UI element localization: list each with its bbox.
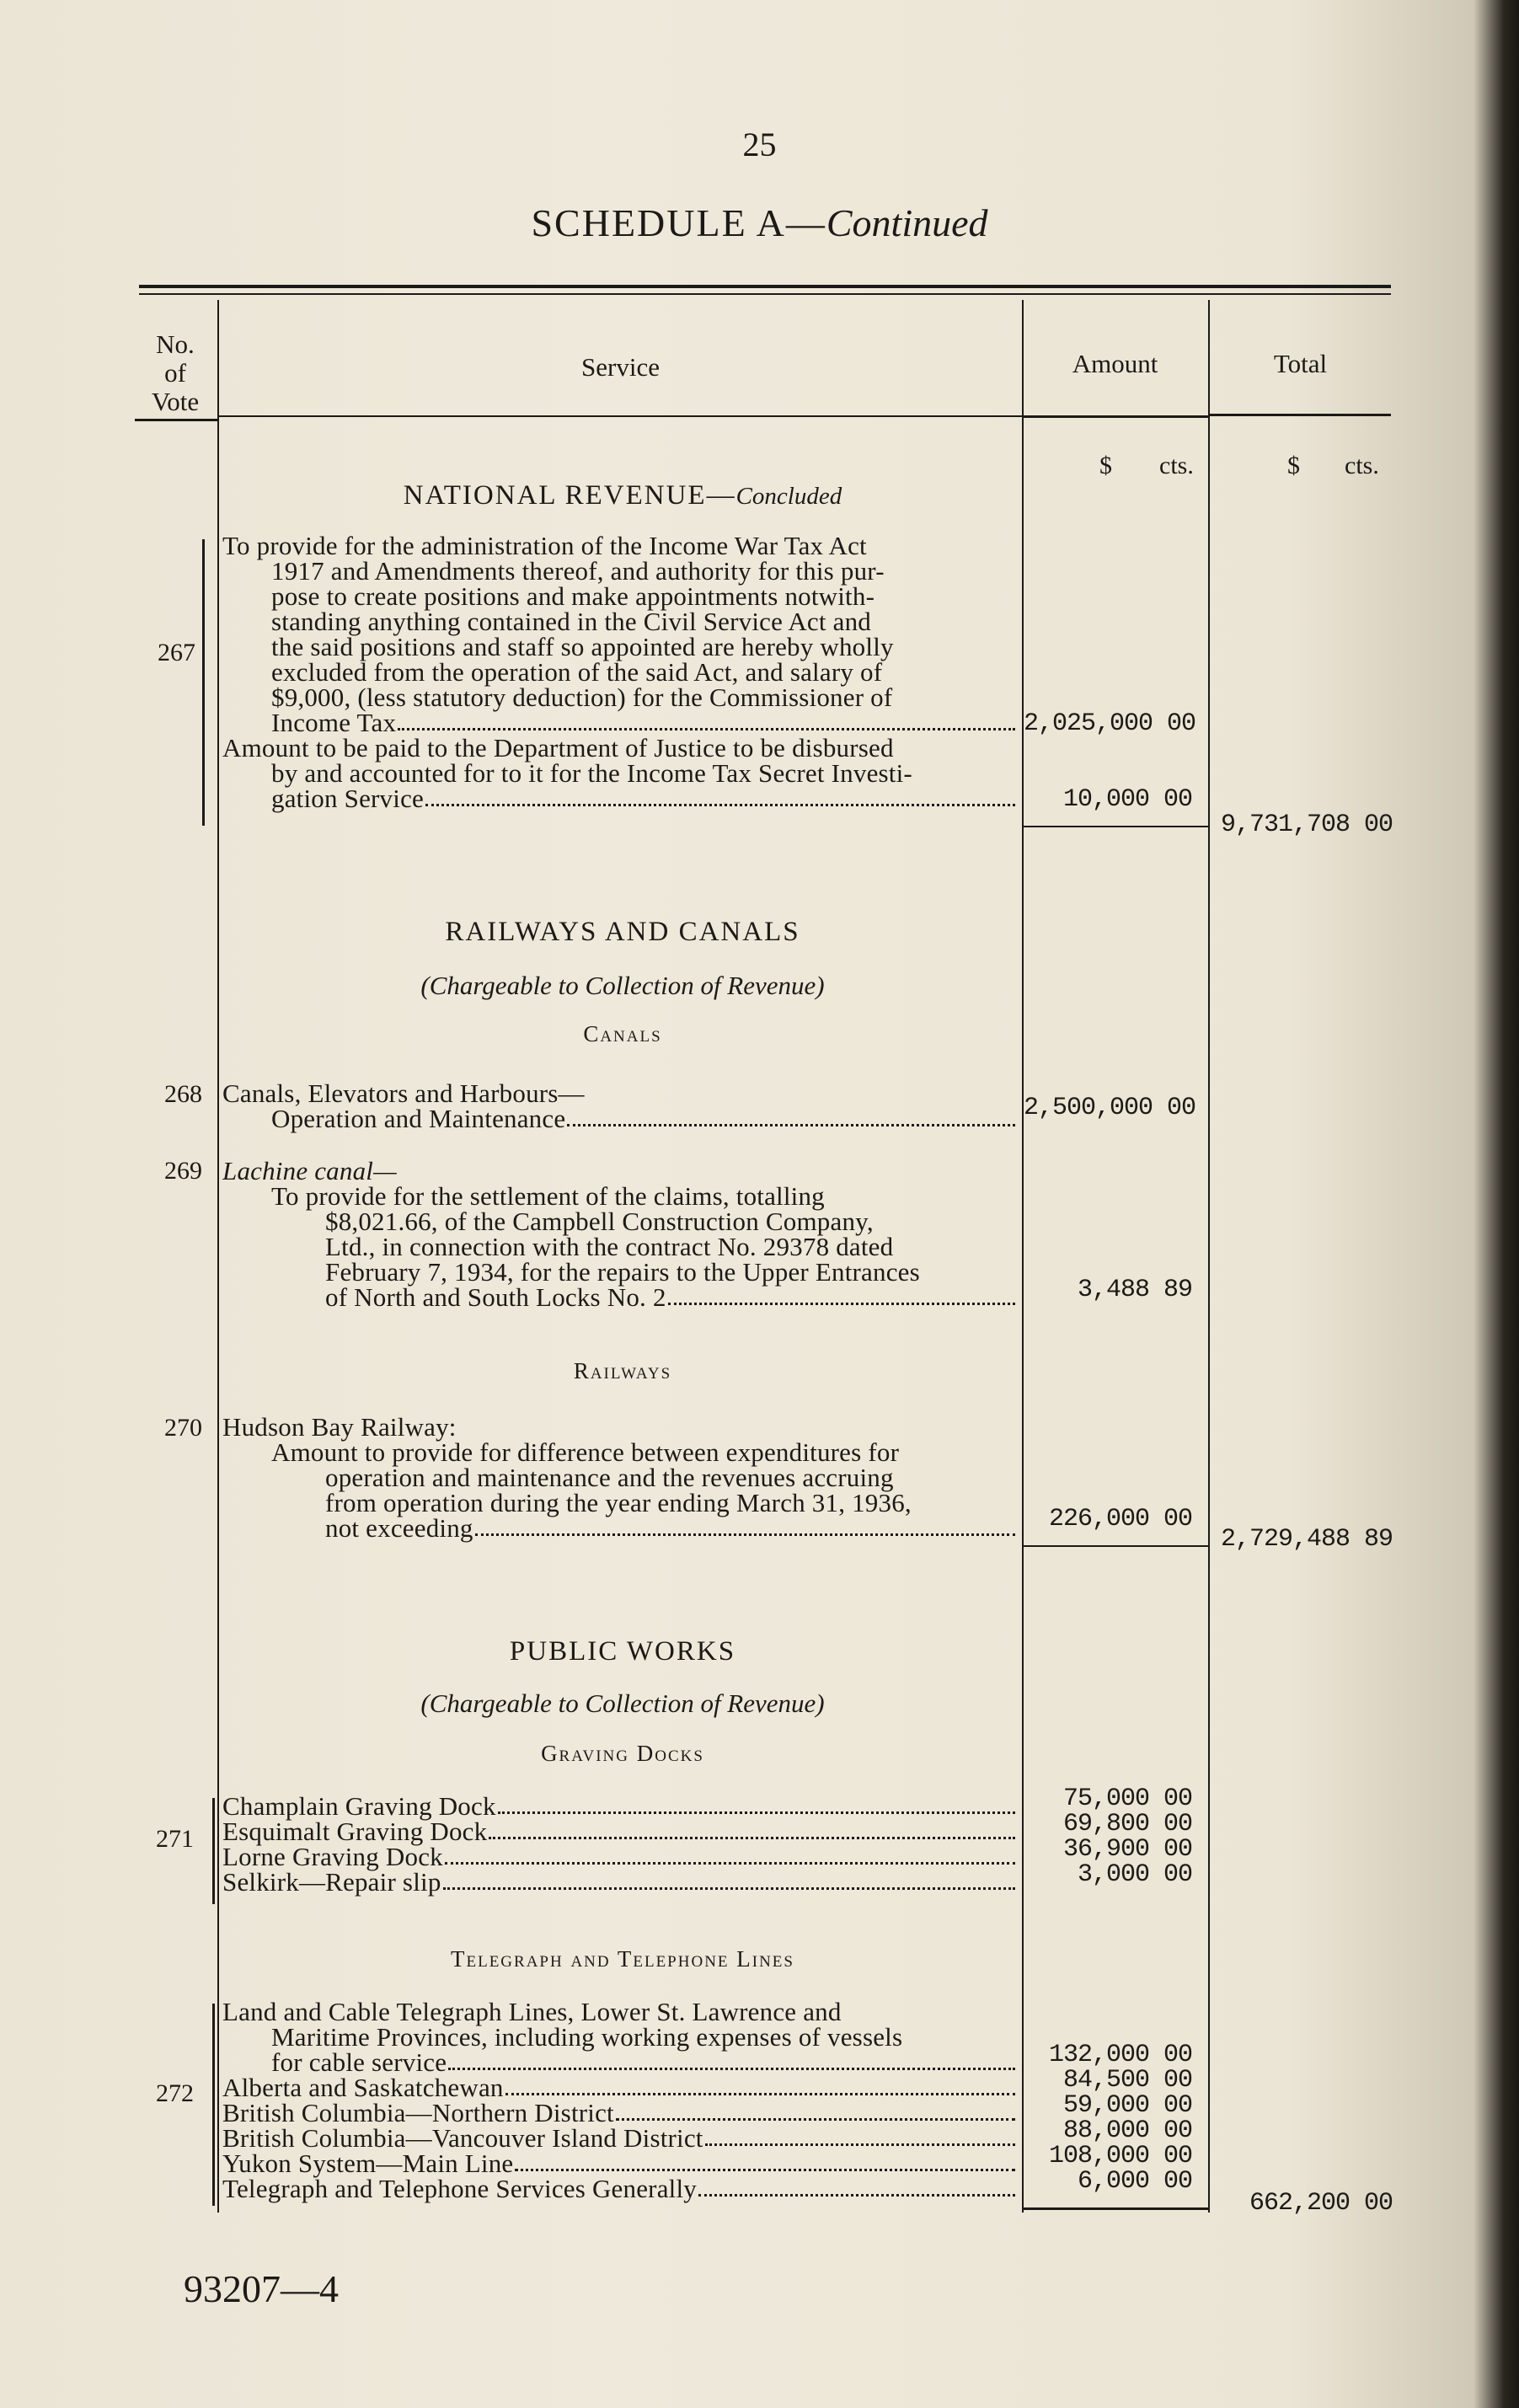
leader-dots — [498, 1791, 1015, 1814]
vote-number: 271 — [156, 1825, 194, 1853]
service-line: of North and South Locks No. 2 — [325, 1282, 1019, 1313]
service-line: Land and Cable Telegraph Lines, Lower St. Lawrence and — [222, 1997, 842, 2026]
service-line: operation and maintenance and the revenues accruing — [325, 1463, 894, 1492]
service-line: standing anything contained in the Civil Service Act and — [271, 607, 871, 636]
amount-value: 84,500 00 — [1062, 2066, 1192, 2095]
page-number: 25 — [742, 126, 777, 163]
service-line: 1917 and Amendments thereof, and authority for this pur- — [271, 556, 885, 586]
service-line: gation Service — [271, 784, 1019, 814]
service-line: Telegraph and Telephone Services Generally — [222, 2174, 1019, 2204]
section-heading-national-revenue: NATIONAL REVENUE—Concluded — [403, 480, 842, 511]
service-line: not exceeding — [325, 1513, 1019, 1544]
amount-value: 3,488 89 — [1077, 1276, 1192, 1304]
amount-value: 108,000 00 — [1048, 2142, 1192, 2170]
total-cents-unit: cts. — [1345, 452, 1379, 479]
total-value: 2,729,488 89 — [1220, 1525, 1393, 1554]
leader-dots — [489, 1817, 1015, 1839]
group-heading-railways: Railways — [573, 1358, 672, 1383]
top-rule — [139, 285, 1391, 288]
subtotal-rule — [1024, 2207, 1208, 2210]
service-line: Champlain Graving Dock — [222, 1791, 1019, 1822]
column-divider — [1208, 300, 1210, 2213]
vote-number: 268 — [164, 1080, 202, 1108]
amount-value: 88,000 00 — [1062, 2116, 1192, 2145]
leader-dots — [616, 2098, 1015, 2121]
col-header-service: Service — [581, 352, 660, 382]
service-line: Esquimalt Graving Dock — [222, 1817, 1019, 1847]
total-value: 9,731,708 00 — [1220, 811, 1393, 839]
amount-value: 3,000 00 — [1077, 1860, 1192, 1889]
amount-value: 2,500,000 00 — [1024, 1094, 1196, 1122]
leader-dots — [398, 708, 1015, 730]
service-line: for cable service — [271, 2047, 1019, 2078]
group-heading-canals: Canals — [583, 1021, 662, 1046]
amount-value: 75,000 00 — [1062, 1785, 1192, 1813]
service-line: Maritime Provinces, including working expenses of vessels — [271, 2022, 903, 2052]
header-rule — [219, 415, 1022, 417]
amount-value: 36,900 00 — [1062, 1835, 1192, 1864]
col-header-total: Total — [1273, 349, 1328, 378]
service-line: Amount to be paid to the Department of Justice to be disbursed — [222, 733, 894, 763]
vote-number: 270 — [164, 1414, 202, 1442]
vote-bracket — [212, 1798, 215, 1904]
amount-value: 132,000 00 — [1048, 2041, 1192, 2069]
footer-code: 93207—4 — [184, 2267, 339, 2310]
column-divider — [217, 300, 219, 2213]
leader-dots — [705, 2123, 1015, 2146]
section-heading-public-works: PUBLIC WORKS — [509, 1636, 736, 1667]
service-line: February 7, 1934, for the repairs to the Upper Entrances — [325, 1257, 920, 1287]
service-line: the said positions and staff so appointed are hereby wholly — [271, 632, 894, 661]
service-line: British Columbia—Vancouver Island District — [222, 2123, 1019, 2154]
service-line: Selkirk—Repair slip — [222, 1867, 1019, 1897]
leader-dots — [475, 1513, 1015, 1536]
leader-dots — [425, 784, 1015, 806]
service-line: To provide for the administration of the Income War Tax Act — [222, 531, 867, 560]
service-line: from operation during the year ending March 31, 1936, — [325, 1488, 912, 1517]
page-title: SCHEDULE A—Continued — [531, 201, 988, 244]
col-header-vote: No. of Vote — [151, 329, 200, 416]
amount-value: 10,000 00 — [1062, 785, 1192, 814]
total-dollar-unit: $ — [1287, 452, 1300, 479]
service-line: pose to create positions and make appointments notwith- — [271, 581, 875, 611]
service-line: $8,021.66, of the Campbell Construction Company, — [325, 1207, 874, 1236]
leader-dots — [567, 1104, 1015, 1126]
service-line: To provide for the settlement of the claims, totalling — [271, 1181, 825, 1211]
total-value: 662,200 00 — [1249, 2189, 1393, 2218]
amount-value: 69,800 00 — [1062, 1810, 1192, 1838]
leader-dots — [445, 1842, 1015, 1865]
service-line: Income Tax — [271, 708, 1019, 738]
vote-number: 267 — [158, 639, 195, 666]
header-rule — [135, 419, 217, 421]
service-line: Hudson Bay Railway: — [222, 1412, 457, 1442]
service-line: Amount to provide for difference between expenditures for — [271, 1437, 900, 1467]
leader-dots — [448, 2047, 1015, 2070]
section-subheading: (Chargeable to Collection of Revenue) — [420, 1688, 825, 1718]
col-header-amount: Amount — [1072, 349, 1158, 378]
service-line: Operation and Maintenance — [271, 1104, 1019, 1134]
subtotal-rule — [1024, 1545, 1208, 1547]
amount-value: 2,025,000 00 — [1024, 709, 1196, 738]
amount-dollar-unit: $ — [1099, 452, 1112, 479]
service-line: Lorne Graving Dock — [222, 1842, 1019, 1872]
section-heading-railways-canals: RAILWAYS AND CANALS — [445, 917, 800, 947]
leader-dots — [698, 2174, 1015, 2197]
service-line: by and accounted for to it for the Income Tax Secret Investi- — [271, 758, 912, 788]
amount-value: 6,000 00 — [1077, 2167, 1192, 2196]
leader-dots — [515, 2148, 1015, 2171]
vote-bracket — [212, 2004, 215, 2206]
vote-number: 269 — [164, 1157, 202, 1185]
leader-dots — [668, 1282, 1015, 1305]
service-line: excluded from the operation of the said Act, and salary of — [271, 657, 883, 687]
column-divider — [1022, 300, 1024, 2213]
service-line: Canals, Elevators and Harbours— — [222, 1078, 585, 1108]
amount-value: 226,000 00 — [1048, 1505, 1192, 1533]
group-heading-telegraph: Telegraph and Telephone Lines — [450, 1946, 794, 1972]
vote-bracket — [202, 539, 205, 826]
subtotal-rule — [1024, 826, 1208, 827]
service-line: Alberta and Saskatchewan — [222, 2073, 1019, 2103]
service-line: British Columbia—Northern District — [222, 2098, 1019, 2128]
leader-dots — [443, 1867, 1015, 1890]
service-line: Yukon System—Main Line — [222, 2148, 1019, 2179]
leader-dots — [505, 2073, 1015, 2095]
top-rule-thin — [139, 293, 1391, 295]
header-rule — [1024, 415, 1208, 418]
vote-number: 272 — [156, 2079, 194, 2107]
amount-cents-unit: cts. — [1159, 452, 1194, 479]
service-line: Lachine canal— — [222, 1156, 397, 1185]
group-heading-graving-docks: Graving Docks — [541, 1741, 704, 1766]
service-line: $9,000, (less statutory deduction) for the Commissioner of — [271, 682, 893, 712]
service-line: Ltd., in connection with the contract No. 29378 dated — [325, 1232, 894, 1261]
header-rule — [1210, 414, 1391, 416]
amount-value: 59,000 00 — [1062, 2091, 1192, 2120]
section-subheading: (Chargeable to Collection of Revenue) — [420, 971, 825, 1000]
